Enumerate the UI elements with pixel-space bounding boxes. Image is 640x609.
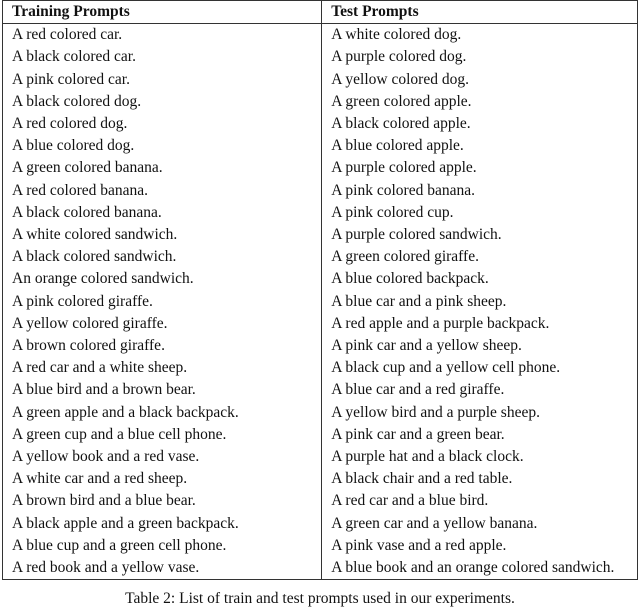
table-row [3,135,638,157]
table-row [3,202,638,224]
test-prompt-cell: A purple colored dog. [322,46,638,68]
training-prompt-cell: A brown bird and a blue bear. [3,490,322,512]
table-row [3,335,638,357]
table-row [3,91,638,113]
table-row [3,402,638,424]
table-header [3,1,638,24]
table-row [3,490,638,512]
table-body [3,24,638,580]
test-prompt-cell: A red car and a blue bird. [322,490,638,512]
table-row [3,446,638,468]
training-prompt-cell: A yellow colored giraffe. [3,313,322,335]
test-prompt-cell: A pink colored banana. [322,180,638,202]
table-row [3,246,638,268]
test-prompt-cell: A blue car and a red giraffe. [322,379,638,401]
table-row [3,69,638,91]
training-prompt-cell: A black colored banana. [3,202,322,224]
training-prompt-cell: A brown colored giraffe. [3,335,322,357]
test-prompt-cell: A blue book and an orange colored sandwich. [322,557,638,580]
table-row [3,268,638,290]
test-prompt-cell: A pink car and a green bear. [322,424,638,446]
training-prompt-cell: A white colored sandwich. [3,224,322,246]
table-row [3,557,638,580]
test-prompt-cell: A black colored apple. [322,113,638,135]
header-row [3,1,638,24]
table-row [3,224,638,246]
prompts-table [2,0,638,580]
training-prompt-cell: A black colored dog. [3,91,322,113]
training-prompt-cell: A pink colored giraffe. [3,291,322,313]
training-prompt-cell: A red book and a yellow vase. [3,557,322,580]
table-row [3,157,638,179]
training-prompt-cell: A red colored dog. [3,113,322,135]
table-row [3,468,638,490]
table-row [3,180,638,202]
test-prompt-cell: A green car and a yellow banana. [322,513,638,535]
test-prompt-cell: A black chair and a red table. [322,468,638,490]
table-row [3,357,638,379]
test-prompt-cell: A yellow colored dog. [322,69,638,91]
test-prompt-cell: A purple colored apple. [322,157,638,179]
training-prompt-cell: A blue cup and a green cell phone. [3,535,322,557]
training-prompt-cell: A green apple and a black backpack. [3,402,322,424]
table-row [3,535,638,557]
table-row [3,379,638,401]
training-prompt-cell: A red colored banana. [3,180,322,202]
test-prompt-cell: A red apple and a purple backpack. [322,313,638,335]
training-prompt-cell: A black colored car. [3,46,322,68]
table-row [3,313,638,335]
header-test-prompts: Test Prompts [322,1,638,24]
table-row [3,291,638,313]
training-prompt-cell: A pink colored car. [3,69,322,91]
test-prompt-cell: A white colored dog. [322,24,638,47]
training-prompt-cell: A blue colored dog. [3,135,322,157]
training-prompt-cell: A yellow book and a red vase. [3,446,322,468]
table-row [3,424,638,446]
training-prompt-cell: A black apple and a green backpack. [3,513,322,535]
table-row [3,113,638,135]
table-row [3,46,638,68]
training-prompt-cell: A black colored sandwich. [3,246,322,268]
training-prompt-cell: An orange colored sandwich. [3,268,322,290]
table-caption: Table 2: List of train and test prompts used in our experiments. [125,590,515,607]
header-training-prompts: Training Prompts [3,1,322,24]
test-prompt-cell: A green colored giraffe. [322,246,638,268]
table-row [3,513,638,535]
test-prompt-cell: A black cup and a yellow cell phone. [322,357,638,379]
test-prompt-cell: A pink vase and a red apple. [322,535,638,557]
table-row [3,24,638,47]
training-prompt-cell: A red car and a white sheep. [3,357,322,379]
test-prompt-cell: A yellow bird and a purple sheep. [322,402,638,424]
training-prompt-cell: A green cup and a blue cell phone. [3,424,322,446]
test-prompt-cell: A green colored apple. [322,91,638,113]
test-prompt-cell: A purple hat and a black clock. [322,446,638,468]
test-prompt-cell: A purple colored sandwich. [322,224,638,246]
test-prompt-cell: A blue colored apple. [322,135,638,157]
training-prompt-cell: A blue bird and a brown bear. [3,379,322,401]
test-prompt-cell: A pink colored cup. [322,202,638,224]
training-prompt-cell: A green colored banana. [3,157,322,179]
training-prompt-cell: A red colored car. [3,24,322,47]
test-prompt-cell: A pink car and a yellow sheep. [322,335,638,357]
test-prompt-cell: A blue colored backpack. [322,268,638,290]
training-prompt-cell: A white car and a red sheep. [3,468,322,490]
test-prompt-cell: A blue car and a pink sheep. [322,291,638,313]
